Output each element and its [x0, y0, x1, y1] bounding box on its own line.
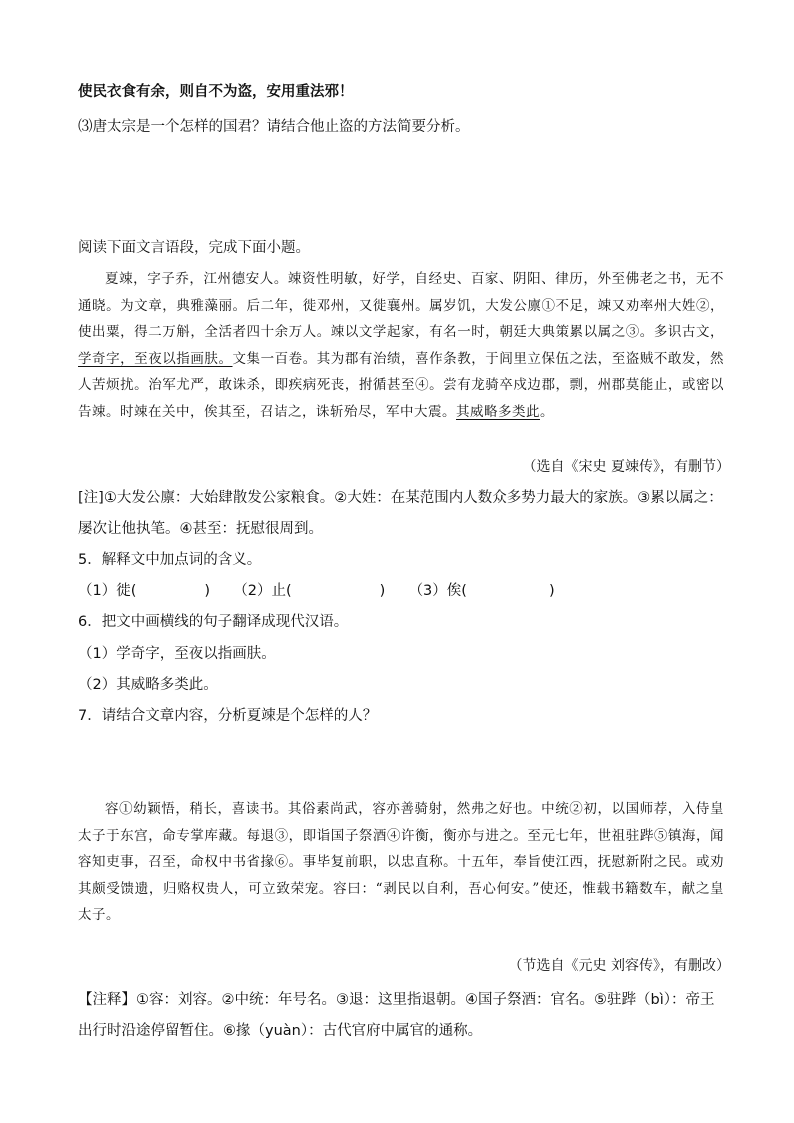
question-5: 5．解释文中加点词的含义。	[78, 552, 262, 568]
passage-text: 。	[540, 403, 554, 420]
previous-passage-line: 使民衣食有余，则自不为盗，安用重法邪！	[78, 84, 354, 100]
source-citation: （选自《宋史 夏竦传》，有删节）	[522, 459, 730, 475]
classical-passage-xia-song	[78, 266, 724, 425]
q5-item-label: （3）俟(	[408, 583, 467, 599]
annotation-notes: 【注释】①容：刘容。②中统：年号名。③退：这里指退朝。④国子祭酒：官名。⑤驻跸（bì）：帝王出行时沿途停留暂住。⑥掾（yuàn）：古代官府中属官的通称。	[78, 992, 715, 1039]
q5-item-label: （1）徙(	[78, 583, 137, 599]
annotation-notes: [注]①大发公廪：大始肆散发公家粮食。②大姓：在某范围内人数众多势力最大的家族。③累以属之：屡次让他执笔。④甚至：抚慰很周到。	[78, 490, 723, 537]
question-7: 7．请结合文章内容，分析夏竦是个怎样的人？	[78, 708, 378, 724]
section-instruction: 阅读下面文言语段，完成下面小题。	[78, 240, 310, 256]
passage-text: 夏竦，字子乔，江州德安人。竦资性明敏，好学，自经史、百家、阴阳、律历，外至佛老之书，无不通晓。为文章，典雅藻丽。后二年，徙邓州，又徙襄州。属岁饥，大发公廪①不足，竦又劝率州大姓②，使出粟，得二万斛，全活者四十余万人。竦以文学起家，有名一时，朝廷大典策累以属之③。多识古文，	[78, 271, 724, 340]
passage-text: 容①幼颖悟，稍长，喜读书。其俗素尚武，容亦善骑射，然弗之好也。中统②初，以国师荐，入侍皇太子于东宫，命专掌库藏。每退③，即诣国子祭酒④许衡，衡亦与进之。至元七年，世祖驻跸⑤镇海，闻容知吏事，召至，命权中书省掾⑥。事毕复前职，以忠直称。十五年，奉旨使江西，抚慰新附之民。或劝其颇受馈遗，归赂权贵人，可立致荣宠。容曰：“剥民以自利，吾心何安。”使还，惟载书籍数车，献之皇太子。	[78, 801, 724, 923]
question-6-part-1: （1）学奇字，至夜以指画肤。	[78, 646, 276, 662]
passage-text: 文集一百卷。其为郡有治绩，喜作条教，于闾里立保伍之法，至盗贼不敢发，然人苦烦扰。治军尤严，敢诛杀，即疾病死丧，拊循甚至④。尝有龙骑卒戍边郡，剽，州郡莫能止，或密以告竦。时竦在关中，俟其至，召诘之，诛斩殆尽，军中大震。	[78, 350, 725, 420]
question-6-part-2: （2）其威略多类此。	[78, 677, 218, 693]
question-6: 6．把文中画横线的句子翻译成现代汉语。	[78, 614, 349, 630]
classical-passage-liu-rong	[78, 796, 724, 929]
q5-item-close: )	[548, 583, 555, 599]
question-5-items	[78, 581, 555, 601]
source-citation: （节选自《元史 刘容传》，有删改）	[508, 958, 730, 974]
q5-item-label: （2）止(	[233, 583, 292, 599]
q5-item-close: )	[379, 583, 386, 599]
underlined-sentence-2: 其威略多类此	[456, 403, 540, 420]
underlined-sentence-1: 学奇字，至夜以指画肤。	[78, 350, 233, 367]
question-3: ⑶唐太宗是一个怎样的国君？请结合他止盗的方法简要分析。	[78, 119, 470, 135]
q5-item-close: )	[204, 583, 211, 599]
